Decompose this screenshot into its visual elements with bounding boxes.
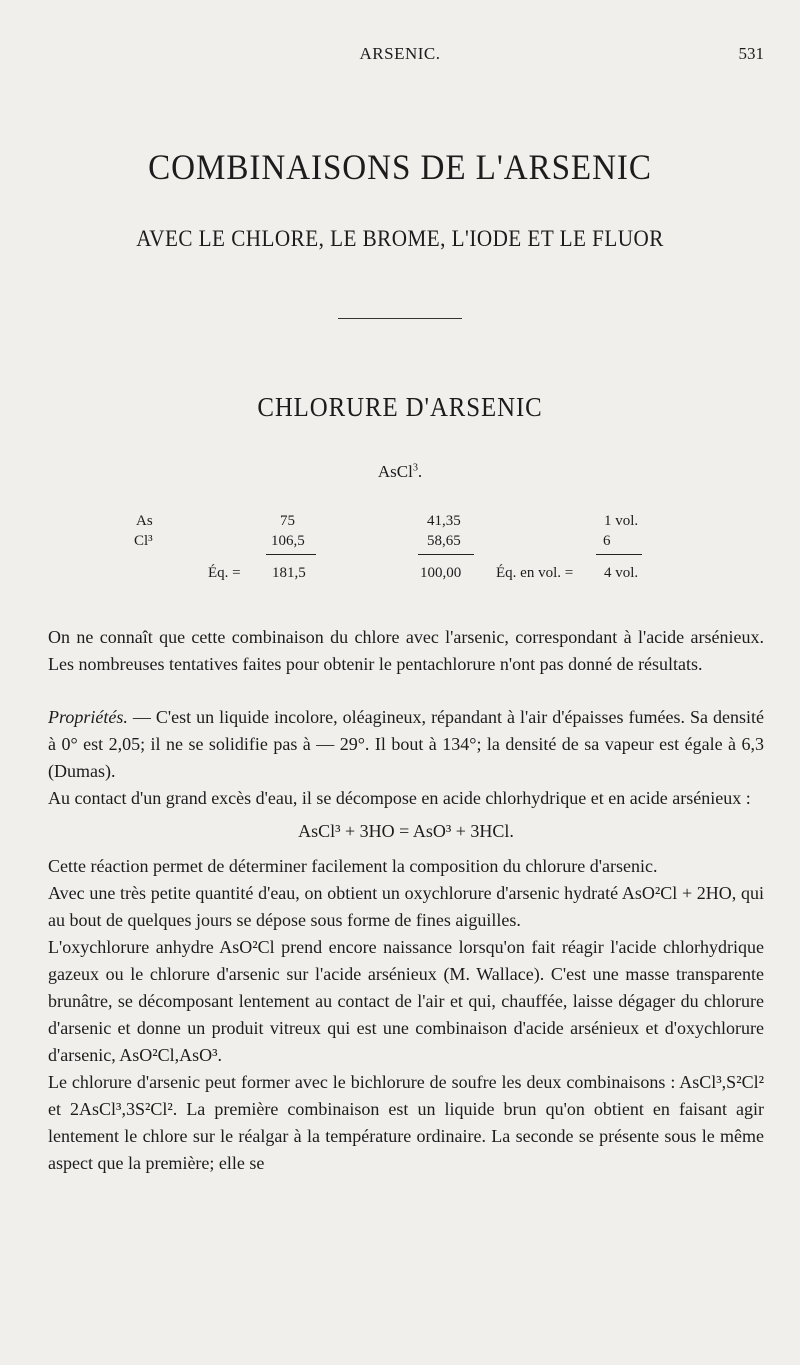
row2-percent: 58,65	[427, 533, 461, 549]
title-divider	[338, 318, 462, 319]
paragraph-oxychloride-hydrate: Avec une très petite quantité d'eau, on obtient un oxychlorure d'arsenic hydraté AsO²Cl + 2HO, qui au bout de quelques jours se dépose sous forme de fines aiguilles.	[48, 883, 764, 930]
running-header	[0, 44, 800, 68]
paragraph-water-contact: Au contact d'un grand excès d'eau, il se décompose en acide chlorhydrique et en acide arsénieux :	[48, 788, 751, 808]
row2-element: Cl³	[134, 533, 153, 549]
sum-rule-pct	[418, 554, 474, 555]
paragraph-oxychloride-anhydrous: L'oxychlorure anhydre AsO²Cl prend encore naissance lorsqu'on fait réagir l'acide chlorhydrique gazeux ou le chlorure d'arsenic sur l'acide arsénieux (M. Wallace). C'est une masse transparente brunâtre, se décomposant lentement au contact de l'air et qui, chauffée, laisse dégager du chlorure d'arsenic et donne un produit vitreux qui est une combinaison d'acide arsénieux et d'oxychlorure d'arsenic, AsO²Cl,AsO³.	[48, 937, 764, 1065]
page-number: 531	[738, 44, 764, 63]
row2-equivalent: 106,5	[271, 533, 305, 549]
running-title: ARSENIC.	[359, 44, 441, 63]
row2-volume: 6	[603, 533, 611, 549]
sum-rule-vol	[596, 554, 642, 555]
chapter-subtitle: AVEC LE CHLORE, LE BROME, L'IODE ET LE FLUOR	[136, 226, 664, 251]
properties-heading: Propriétés.	[48, 707, 128, 727]
paragraph-properties: Propriétés. — C'est un liquide incolore, oléagineux, répandant à l'air d'épaisses fumées. Sa densité à 0° est 2,05; il ne se solidifie pas à — 29°. Il bout à 134°; la densité de sa vapeur est égale à 6,3 (Dumas).	[48, 707, 764, 781]
total-label: Éq. =	[208, 565, 241, 581]
total-equivalent: 181,5	[272, 565, 306, 581]
row1-percent: 41,35	[427, 513, 461, 529]
total-volume-label: Éq. en vol. =	[496, 565, 574, 581]
section-formula: AsCl$^3$.	[377, 462, 423, 481]
section-title: CHLORURE D'ARSENIC	[257, 392, 543, 422]
sum-rule-eq	[266, 554, 316, 555]
paragraph-intro: On ne connaît que cette combinaison du chlore avec l'arsenic, correspondant à l'acide arsénieux. Les nombreuses tentatives faites pour obtenir le pentachlorure n'ont pas donné de résultats.	[48, 627, 764, 674]
reaction-equation: AsCl³ + 3HO = AsO³ + 3HCl.	[298, 821, 514, 841]
total-percent: 100,00	[420, 565, 462, 581]
paragraph-reaction: Cette réaction permet de déterminer facilement la composition du chlorure d'arsenic.	[48, 856, 658, 876]
row1-element: As	[136, 513, 153, 529]
chapter-title: COMBINAISONS DE L'ARSENIC	[148, 147, 652, 187]
row1-equivalent: 75	[280, 513, 295, 529]
total-volume: 4 vol.	[604, 565, 639, 581]
row1-volume: 1 vol.	[604, 513, 639, 529]
body-text	[48, 624, 764, 1177]
paragraph-sulfur-combinations: Le chlorure d'arsenic peut former avec le bichlorure de soufre les deux combinaisons : AsCl³,S²Cl² et 2AsCl³,3S²Cl². La première combinaison est un liquide brun qu'on obtient en faisant agir lentement le chlore sur le réalgar à la température ordinaire. La seconde se présente sous le même aspect que la première; elle se	[48, 1072, 764, 1173]
